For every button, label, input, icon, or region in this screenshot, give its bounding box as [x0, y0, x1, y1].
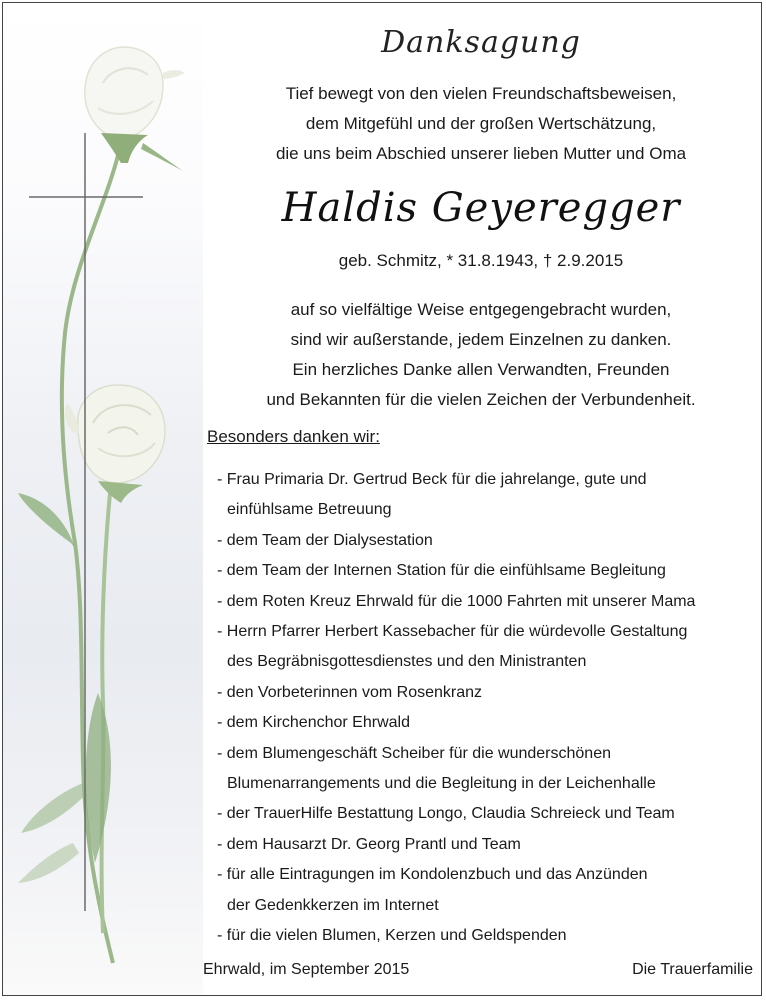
text-content [201, 3, 761, 993]
place-date: Ehrwald, im September 2015 [203, 961, 410, 978]
thanks-line: sind wir außerstande, jedem Einzelnen zu danken. [290, 330, 672, 349]
heading: Danksagung [381, 25, 581, 60]
thanks-line: auf so vielfältige Weise entgegengebracht wurden, [290, 300, 672, 319]
list-item: - Herrn Pfarrer Herbert Kassebacher für die würdevolle Gestaltung des Begräbnisgottesdienstes und den Ministranten [217, 623, 688, 671]
list-item: - Frau Primaria Dr. Gertrud Beck für die jahrelange, gute und einfühlsame Betreuung [217, 471, 647, 519]
thanks-line: Ein herzliches Danke allen Verwandten, Freunden [292, 360, 670, 379]
list-item: - dem Kirchenchor Ehrwald [217, 714, 410, 732]
special-thanks-heading: Besonders danken wir: [207, 427, 380, 446]
list-item: - für die vielen Blumen, Kerzen und Geldspenden [217, 927, 567, 945]
signature: Die Trauerfamilie [632, 961, 753, 978]
obituary-card [2, 2, 762, 996]
top-rose [85, 47, 185, 171]
list-item: - dem Blumengeschäft Scheiber für die wunderschönen Blumenarrangements und die Begleitung in der Leichenhalle [217, 744, 656, 793]
intro-line: die uns beim Abschied unserer lieben Mutter und Oma [275, 144, 687, 163]
thanks-line: und Bekannten für die vielen Zeichen der Verbundenheit. [266, 390, 696, 409]
special-thanks-list [217, 465, 695, 952]
intro-line: Tief bewegt von den vielen Freundschaftsbeweisen, [285, 84, 677, 103]
bottom-rose [65, 385, 165, 503]
roses-image [3, 3, 203, 995]
list-item: - der TrauerHilfe Bestattung Longo, Claudia Schreieck und Team [217, 805, 675, 823]
intro-text [201, 79, 761, 169]
white-roses-with-cross [3, 3, 203, 995]
list-item: - für alle Eintragungen im Kondolenzbuch und das Anzünden der Gedenkkerzen im Internet [217, 866, 648, 914]
deceased-name: Haldis Geyeregger [281, 185, 681, 231]
list-item: - dem Team der Internen Station für die einfühlsame Begleitung [217, 562, 666, 580]
list-item: - dem Roten Kreuz Ehrwald für die 1000 Fahrten mit unserer Mama [217, 592, 696, 610]
list-item: - den Vorbeterinnen vom Rosenkranz [217, 683, 483, 701]
intro-line: dem Mitgefühl und der großen Wertschätzung, [305, 114, 657, 133]
list-item: - dem Hausarzt Dr. Georg Prantl und Team [217, 835, 521, 853]
list-item: - dem Team der Dialysestation [217, 531, 433, 549]
thanks-text [201, 295, 761, 415]
life-dates: geb. Schmitz, * 31.8.1943, † 2.9.2015 [338, 251, 624, 270]
